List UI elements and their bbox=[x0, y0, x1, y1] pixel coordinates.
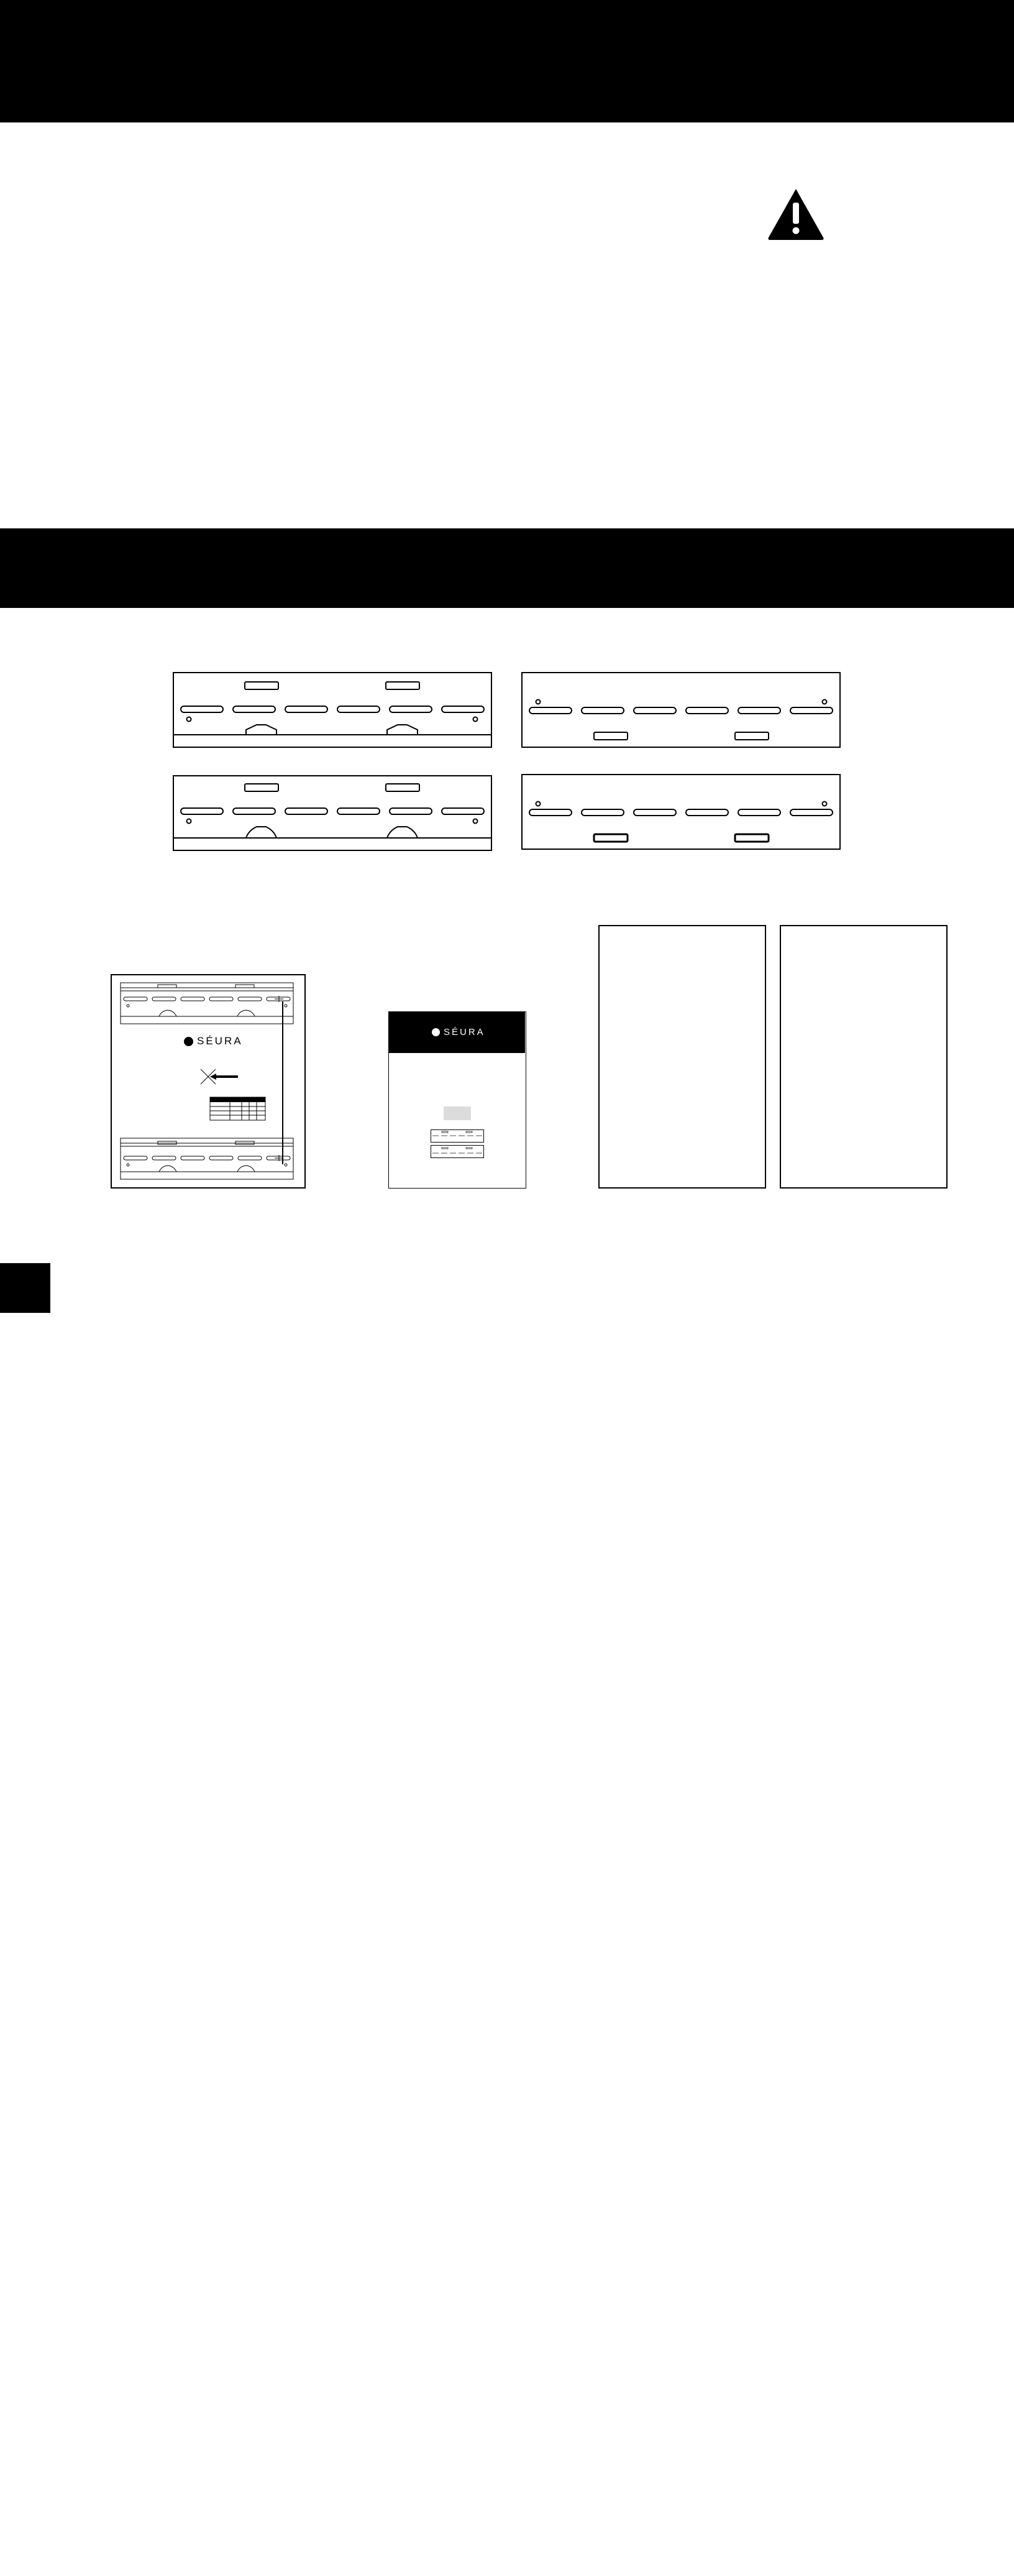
mounting-template-sheet bbox=[111, 974, 306, 1189]
top-section-banner bbox=[0, 0, 1014, 122]
template-logo bbox=[184, 1035, 243, 1047]
mounting-bracket-bottom-left bbox=[173, 775, 493, 852]
page-number-block bbox=[0, 1263, 50, 1313]
seura-logo-icon bbox=[184, 1037, 193, 1046]
manual-cover-image-placeholder bbox=[444, 1106, 471, 1120]
template-bracket-top bbox=[121, 983, 295, 1026]
manual-cover-logo-text: SÉURA bbox=[444, 1027, 485, 1037]
blank-sheet-left bbox=[598, 925, 766, 1189]
page-number bbox=[0, 2526, 50, 2576]
template-spec-table bbox=[210, 1097, 266, 1122]
warning-icon bbox=[766, 186, 826, 241]
mounting-bracket-top-left bbox=[173, 671, 493, 749]
middle-section-banner bbox=[0, 528, 1014, 608]
template-pointer-arrow-icon bbox=[199, 1067, 239, 1086]
template-bracket-bottom bbox=[121, 1138, 295, 1182]
manual-cover-brackets bbox=[431, 1129, 485, 1159]
manual-cover-logo bbox=[432, 1027, 485, 1037]
seura-logo-icon bbox=[432, 1028, 440, 1036]
blank-sheet-right bbox=[780, 925, 948, 1189]
template-logo-text: SÉURA bbox=[197, 1035, 243, 1047]
mounting-bracket-top-right bbox=[521, 671, 841, 749]
mounting-bracket-bottom-right bbox=[521, 773, 841, 851]
manual-cover-sheet bbox=[388, 1011, 526, 1189]
